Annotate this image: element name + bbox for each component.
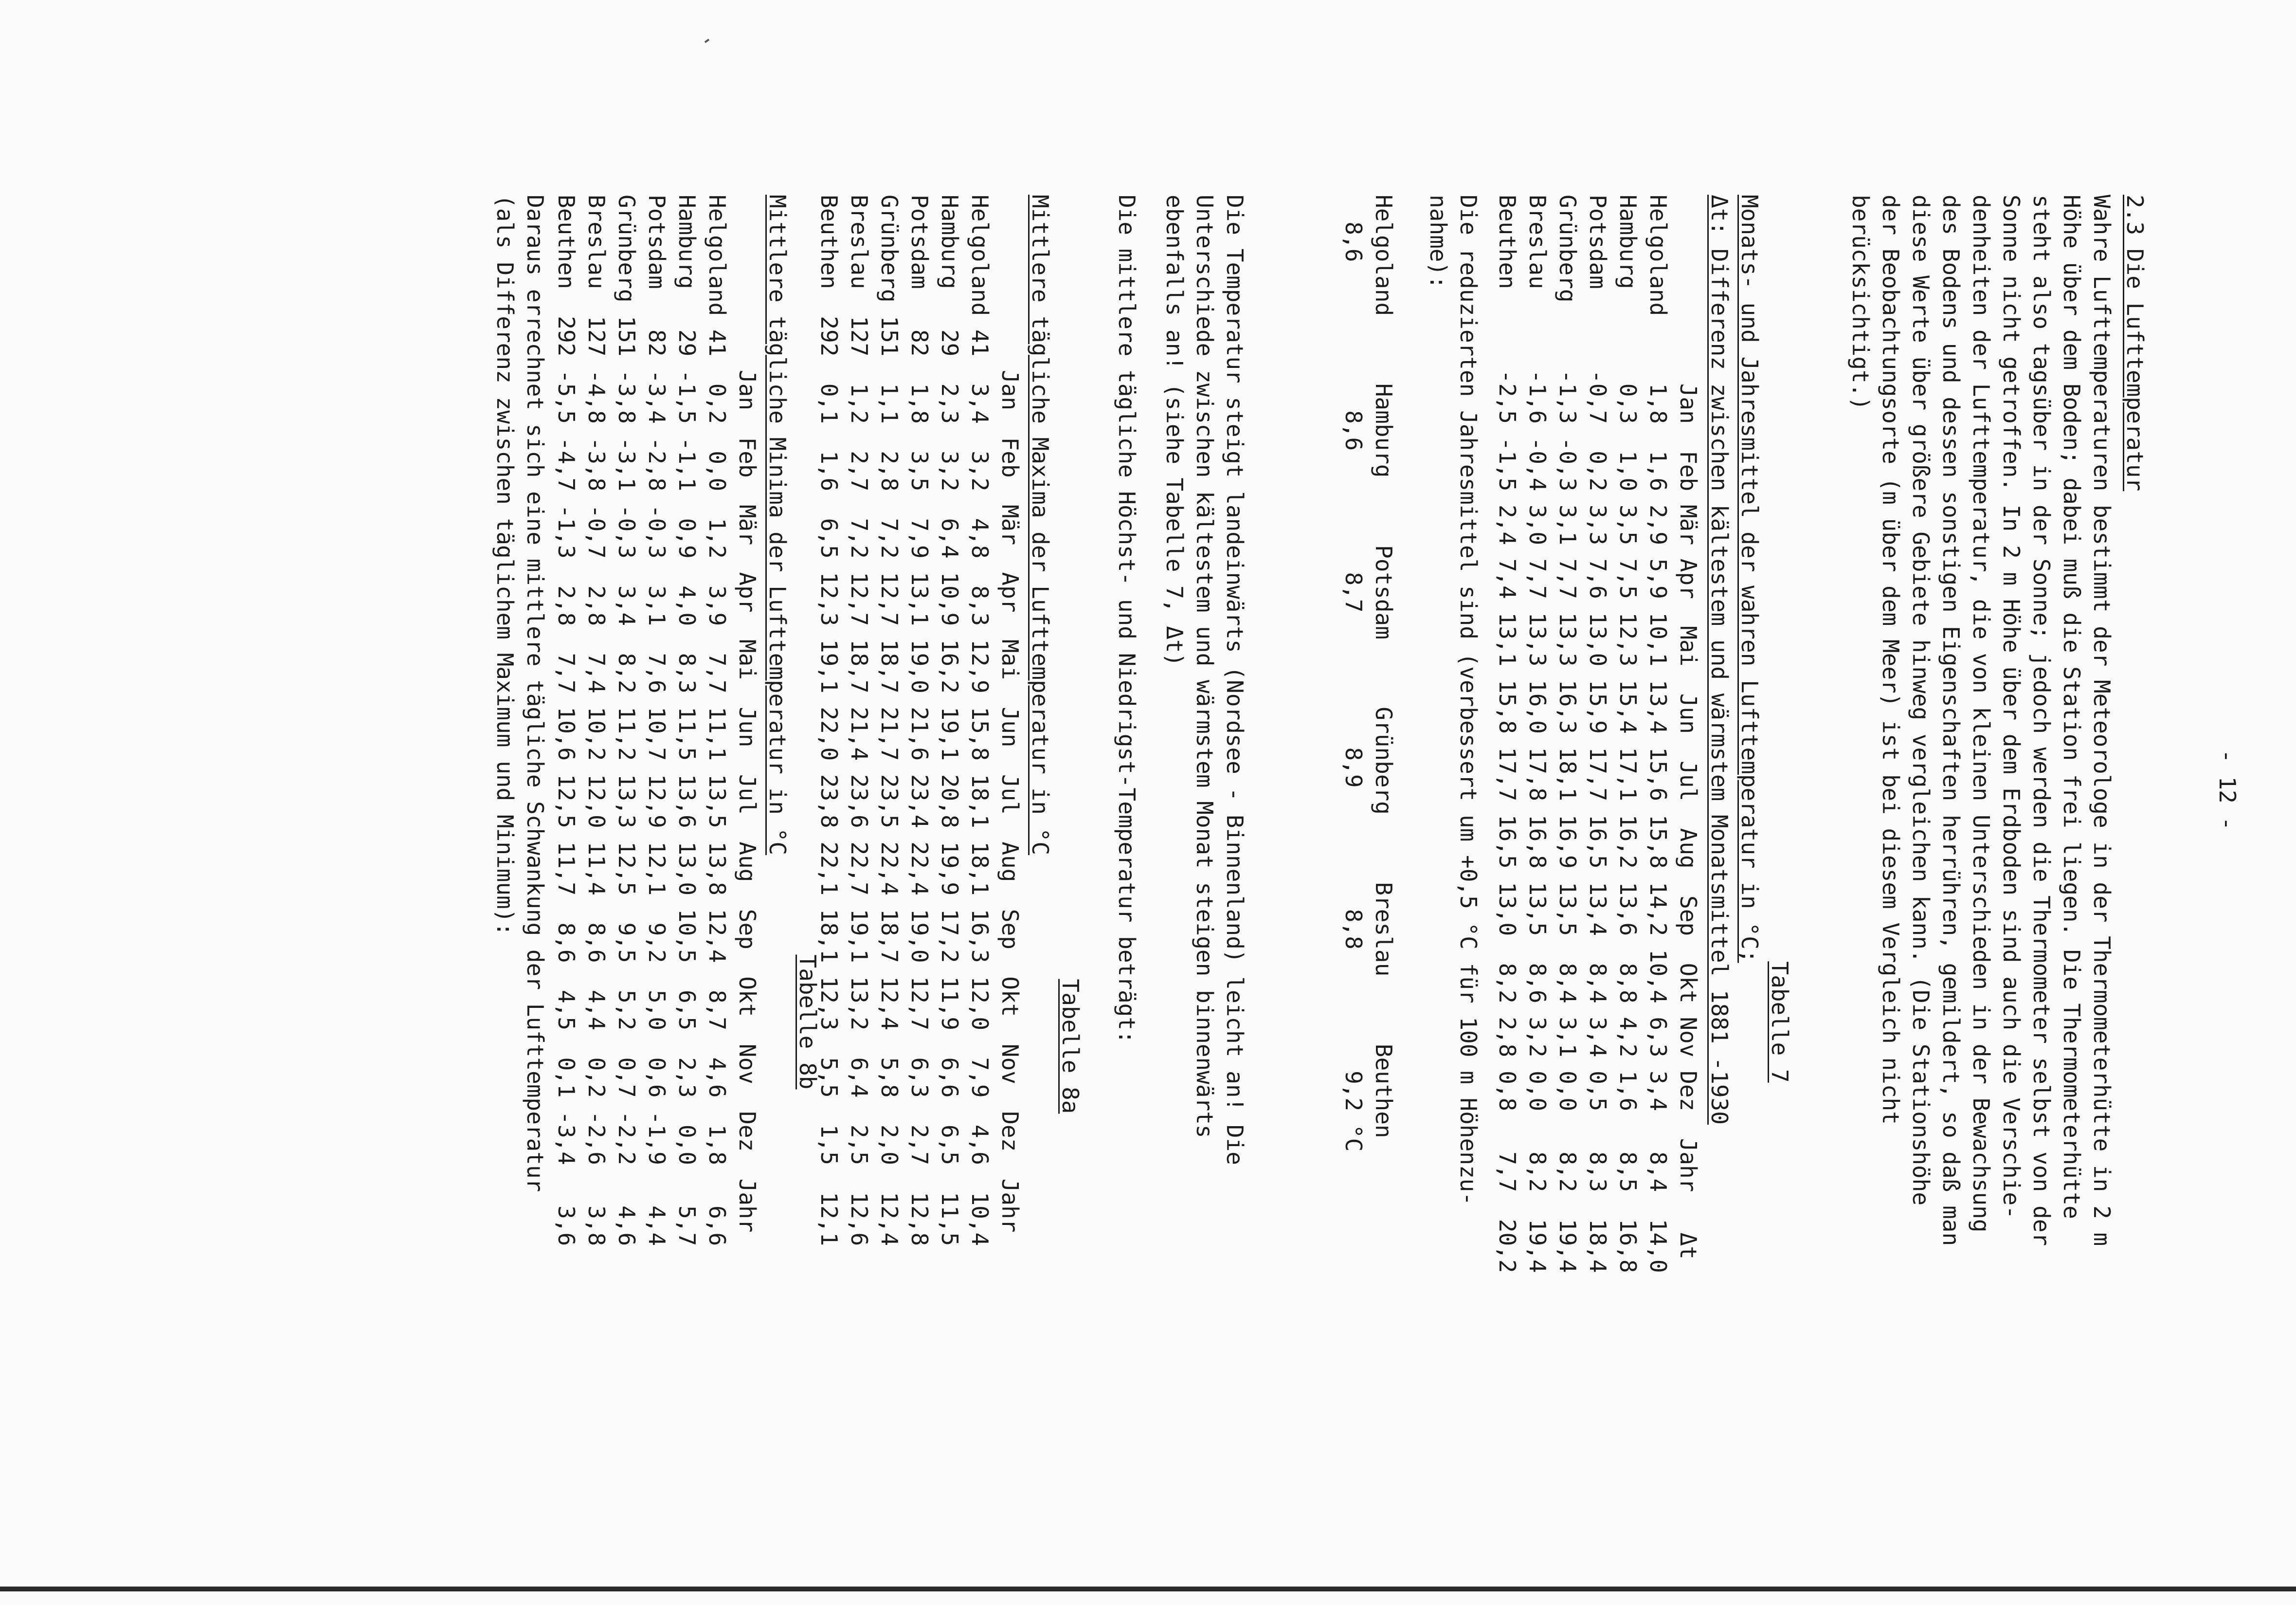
table-7 — [1492, 195, 1703, 1606]
table-8b-label: Tabelle 8b — [795, 954, 821, 1090]
section-heading: 2.3 Die Lufttemperatur — [2122, 195, 2148, 492]
table-8a-title: Mittlere tägliche Maxima der Lufttemperatur in °C — [1027, 195, 1053, 856]
table-8a — [814, 195, 1025, 1606]
table-row: Beuthen -2,5 -1,5 2,4 7,4 13,1 15,8 17,7 16,5 13,0 8,2 2,8 0,8 7,7 20,2 — [1494, 195, 1520, 1273]
inland-paragraph — [1159, 195, 1250, 1606]
scan-edge-line — [0, 1587, 2296, 1591]
table-row: Helgoland 1,8 1,6 2,9 5,9 10,1 13,4 15,6 15,8 14,2 10,4 6,3 3,4 8,4 14,0 — [1645, 195, 1671, 1273]
paragraph-line: Daraus errechnet sich eine mittlere tägliche Schwankung der Lufttemperatur — [522, 195, 548, 1192]
paragraph-line: Die reduzierten Jahresmittel sind (verbessert um +0,5 °C für 100 m Höhenzu- — [1455, 195, 1482, 1206]
table-8b — [551, 195, 762, 1606]
table-7-title — [1704, 195, 1765, 1606]
daily-extremes-intro: Die mittlere tägliche Höchst- und Niedrigst-Temperatur beträgt: — [1114, 195, 1140, 1044]
table-row: Potsdam 82 1,8 3,5 7,9 13,1 19,0 21,6 23,4 22,4 19,0 12,7 6,3 2,7 12,8 — [906, 195, 933, 1246]
intro-paragraph — [1845, 195, 2117, 1606]
paragraph-line: des Bodens und dessen sonstigen Eigenschaften herrühren, gemildert, so daß man — [1938, 195, 1964, 1246]
table-row: Helgoland 41 0,2 0,0 1,2 3,9 7,7 11,1 13,5 13,8 12,4 8,7 4,6 1,8 6,6 — [704, 195, 730, 1246]
paragraph-line: nahme): — [1425, 195, 1451, 289]
table-row: Grünberg 151 1,1 2,8 7,2 12,7 18,7 21,7 23,5 22,4 18,7 12,4 5,8 2,0 12,4 — [876, 195, 903, 1246]
paragraph-line: der Beobachtungsorte (m über dem Meer) ist bei diesem Vergleich nicht — [1878, 195, 1904, 1125]
table-8a-label: Tabelle 8a — [1057, 979, 1084, 1114]
table-header: Helgoland Hamburg Potsdam Grünberg Breslau Beuthen — [1371, 195, 1397, 1138]
table-row: Beuthen 292 0,1 1,6 6,5 12,3 19,1 22,0 23,8 22,1 18,1 12,3 5,5 1,5 12,1 — [816, 195, 842, 1246]
paragraph-line: denheiten der Lufttemperatur, die von kleinen Unterschieden in der Bewachsung — [1968, 195, 1994, 1233]
paragraph-line: diese Werte über größere Gebiete hinweg vergleichen kann. (Die Stationshöhe — [1908, 195, 1934, 1206]
table-row: Breslau 127 -4,8 -3,8 -0,7 2,8 7,4 10,2 12,0 11,4 8,6 4,4 0,2 -2,6 3,8 — [583, 195, 610, 1246]
reduced-means-table — [1338, 195, 1399, 1606]
table-row: Breslau 127 1,2 2,7 7,2 12,7 18,7 21,4 23,6 22,7 19,1 13,2 6,4 2,5 12,6 — [846, 195, 872, 1246]
paragraph-line: berücksichtigt.) — [1847, 195, 1874, 411]
table-row: Grünberg -1,3 -0,3 3,1 7,7 13,3 16,3 18,1 16,9 13,5 8,4 3,1 0,0 8,2 19,4 — [1555, 195, 1581, 1273]
table-row: Beuthen 292 -5,5 -4,7 -1,3 2,8 7,7 10,6 12,5 11,7 8,6 4,5 0,1 -3,4 3,6 — [553, 195, 579, 1246]
table-title-line: Δt: Differenz zwischen kältestem und wärmstem Monatsmittel 1881 -1930 — [1706, 195, 1733, 1125]
table-row: Hamburg 29 -1,5 -1,1 0,9 4,0 8,3 11,5 13,6 13,0 10,5 6,5 2,3 0,0 5,7 — [674, 195, 700, 1246]
table-row: Hamburg 29 2,3 3,2 6,4 10,9 16,2 19,1 20,8 19,9 17,2 11,9 6,6 6,5 11,5 — [937, 195, 963, 1246]
table-row: 8,6 8,6 8,7 8,9 8,8 9,2 °C — [1340, 195, 1367, 1152]
paragraph-line: Die Temperatur steigt landeinwärts (Nordsee - Binnenland) leicht an! Die — [1222, 195, 1248, 1165]
paragraph-line: ebenfalls an! (siehe Tabelle 7, Δt) — [1161, 195, 1188, 667]
paragraph-line: Wahre Lufttemperaturen bestimmt der Meteorologe in der Thermometerhütte in 2 m — [2089, 195, 2115, 1246]
table-8b-title: Mittlere tägliche Minima der Lufttemperatur in °C — [764, 195, 791, 856]
table-header: Jan Feb Mär Apr Mai Jun Jul Aug Sep Okt Nov Dez Jahr Δt — [1675, 195, 1701, 1259]
table-row: Breslau -1,6 -0,4 3,0 7,7 13,3 16,0 17,8 16,8 13,5 8,6 3,2 0,0 8,2 19,4 — [1524, 195, 1551, 1273]
table-row: Potsdam 82 -3,4 -2,8 -0,3 3,1 7,6 10,7 12,9 12,1 9,2 5,0 0,6 -1,9 4,4 — [644, 195, 670, 1246]
paragraph-line: Sonne nicht getroffen. In 2 m Höhe über dem Erdboden sind auch die Verschie- — [1998, 195, 2025, 1219]
table-row: Helgoland 41 3,4 3,2 4,8 8,3 12,9 15,8 18,1 18,1 16,3 12,0 7,9 4,6 10,4 — [967, 195, 993, 1246]
table-7-label: Tabelle 7 — [1767, 961, 1793, 1083]
paragraph-line: (als Differenz zwischen täglichem Maximum und Minimum): — [492, 195, 518, 936]
paragraph-line: Unterschiede zwischen kältestem und wärmstem Monat steigen binnenwärts — [1192, 195, 1218, 1138]
table-title-line: Monats- und Jahresmittel der wahren Lufttemperatur in °C; — [1736, 195, 1763, 963]
reduced-means-paragraph — [1423, 195, 1483, 1606]
table-header: Jan Feb Mär Apr Mai Jun Jul Aug Sep Okt Nov Dez Jahr — [997, 195, 1023, 1233]
table-row: Grünberg 151 -3,8 -3,1 -0,3 3,4 8,2 11,2 13,3 12,5 9,5 5,2 0,7 -2,2 4,6 — [614, 195, 640, 1246]
table-row: Hamburg 0,3 1,0 3,5 7,5 12,3 15,4 17,1 16,2 13,6 8,8 4,2 1,6 8,5 16,8 — [1615, 195, 1641, 1273]
table-row: Potsdam -0,7 0,2 3,3 7,6 13,0 15,9 17,7 16,5 13,4 8,4 3,4 0,5 8,3 18,4 — [1585, 195, 1611, 1273]
table-header: Jan Feb Mär Apr Mai Jun Jul Aug Sep Okt Nov Dez Jahr — [734, 195, 760, 1233]
page-number: - 12 - — [2214, 749, 2241, 831]
daily-range-paragraph — [490, 195, 550, 1606]
paragraph-line: Höhe über dem Boden; dabei muß die Station frei liegen. Die Thermometerhütte — [2059, 195, 2085, 1219]
paragraph-line: steht also tagsüber in der Sonne; jedoch werden die Thermometer selbst von der — [2028, 195, 2055, 1246]
